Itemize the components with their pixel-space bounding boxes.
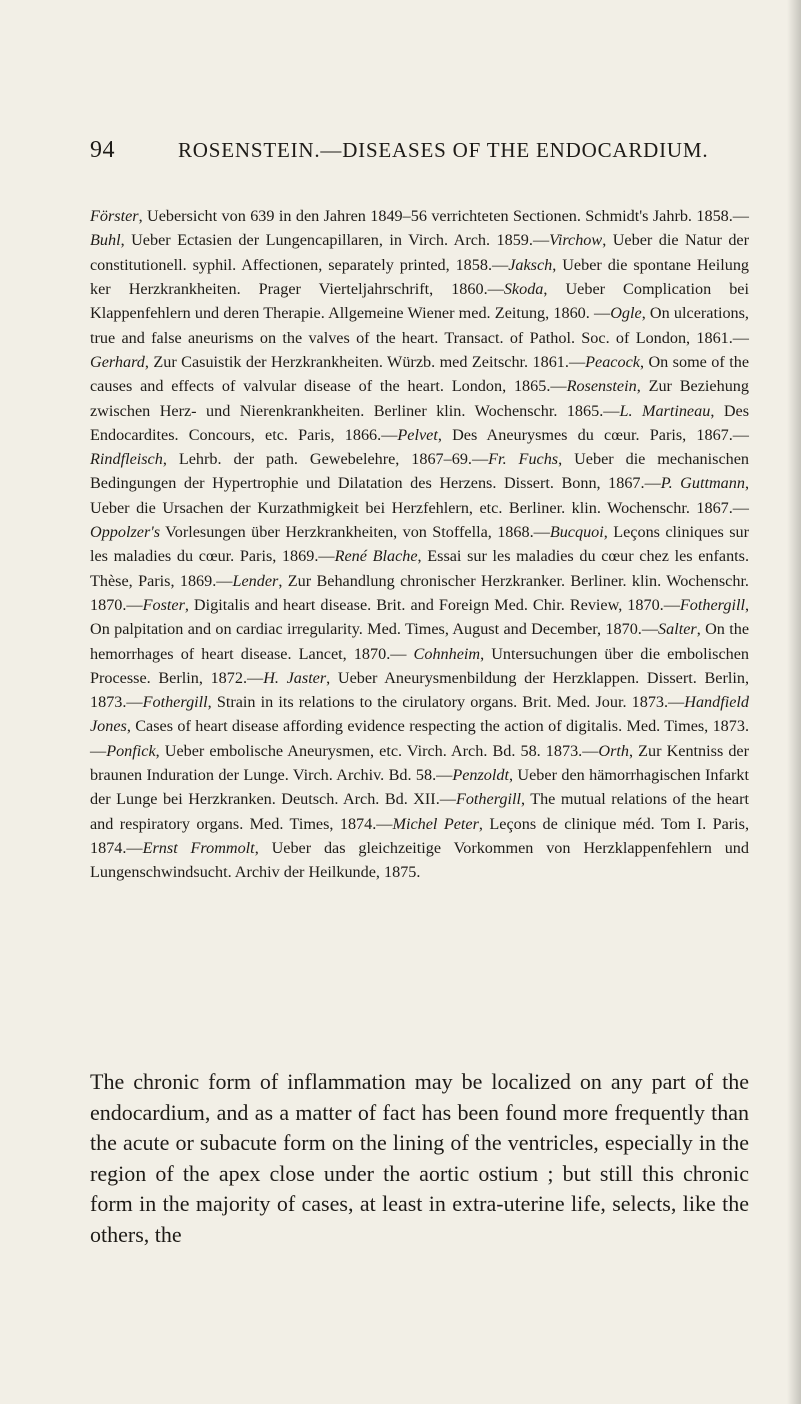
reference-citation: , Zur Kentniss der braunen Induration der Lunge. Virch. Archiv. Bd. 58.— <box>90 741 749 785</box>
reference-citation: , The mutual relations of the heart and respiratory organs. Med. Times, 1874.— <box>90 790 749 833</box>
reference-citation: , On the hemorrhages of heart disease. Lancet, 1870.— <box>90 620 749 663</box>
reference-citation: , Zur Casuistik der Herzkrankheiten. Würzb. med Zeitschr. 1861.— <box>144 352 586 371</box>
reference-citation: , Des Aneurysmes du cœur. Paris, 1867.— <box>437 425 749 444</box>
body-paragraph: The chronic form of inflammation may be localized on any part of the endocardium, and as a matter of fact has been found more frequently than the acute or subacute form on the lining of the ventricles, especially in the region of the apex close under the aortic ostium ; but still this chronic form in the majority of cases, at least in extra-uterine life, selects, like the others, the <box>90 1069 749 1247</box>
reference-author: René Blache <box>334 547 418 566</box>
reference-author: Orth <box>598 741 629 760</box>
reference-author: P. Guttmann <box>660 474 745 493</box>
reference-author: Virchow <box>549 231 603 250</box>
reference-author: Skoda <box>503 280 544 299</box>
reference-author: Jaksch <box>508 255 553 274</box>
reference-citation: , Untersuchungen über die embolischen Processe. Berlin, 1872.— <box>90 644 749 687</box>
reference-author: Buhl <box>90 231 121 250</box>
reference-author: Oppolzer's <box>90 523 161 542</box>
reference-citation: , Leçons de clinique méd. Tom I. Paris, 1874.— <box>90 814 749 857</box>
reference-author: Fothergill <box>679 595 745 614</box>
reference-author: Rindfleisch <box>90 450 163 469</box>
reference-citation: , Cases of heart disease affording evidence respecting the action of digitalis. Med. Times, 1873.— <box>90 717 749 760</box>
reference-citation: , Ueber das gleichzeitige Vorkommen von Herzklappenfehlern und Lungenschwindsucht. Archiv der Heilkunde, 1875. <box>90 838 749 882</box>
reference-citation: , Leçons cliniques sur les maladies du cœur. Paris, 1869.— <box>90 523 749 566</box>
reference-citation: , Ueber Ectasien der Lungencapillaren, in Virch. Arch. 1859.— <box>120 231 550 250</box>
reference-author: Michel Peter <box>392 814 479 833</box>
reference-citation: , Ueber die spontane Heilung ker Herzkrankheiten. Prager Vierteljahrschrift, 1860.— <box>90 255 750 299</box>
reference-author: Förster <box>90 207 139 226</box>
reference-citation: , Strain in its relations to the cirulatory organs. Brit. Med. Jour. 1873.— <box>207 693 685 712</box>
reference-citation: , Des Endocardites. Concours, etc. Paris, 1866.— <box>90 401 749 444</box>
reference-citation: , Ueber die Ursachen der Kurzathmigkeit bei Herzfehlern, etc. Berliner. klin. Wochenschr. 1867.— <box>90 474 749 517</box>
bibliography-paragraph <box>90 204 749 884</box>
reference-author: Ernst Frommolt <box>142 838 255 857</box>
reference-author: Rosenstein <box>566 377 637 396</box>
reference-author: Fr. Fuchs <box>488 450 559 469</box>
reference-author: Ogle <box>610 304 642 323</box>
running-head <box>90 137 740 167</box>
reference-citation: , Ueber embolische Aneurysmen, etc. Virch. Arch. Bd. 58. 1873.— <box>155 741 599 760</box>
reference-citation: , On ulcerations, true and false aneurisms on the valves of the heart. Transact. of Pathol. Soc. of London, 1861.— <box>90 304 749 347</box>
reference-author: Bucquoi <box>549 523 604 542</box>
reference-author: Penzoldt <box>452 766 509 785</box>
reference-citation: , Ueber die Natur der constitutionell. syphil. Affectionen, separately printed, 1858.— <box>90 231 749 274</box>
reference-citation: , Uebersicht von 639 in den Jahren 1849–56 verrichteten Sectionen. Schmidt's Jahrb. 1858.— <box>138 207 749 226</box>
reference-citation: Vorlesungen über Herzkrankheiten, von Stoffella, 1868.— <box>160 523 550 542</box>
reference-author: H. Jaster <box>263 668 327 687</box>
reference-citation: , Essai sur les maladies du cœur chez les enfants. Thèse, Paris, 1869.— <box>90 547 750 590</box>
reference-citation: , Ueber Aneurysmenbildung der Herzklappen. Dissert. Berlin, 1873.— <box>90 668 749 712</box>
reference-author: Fothergill <box>142 693 208 712</box>
running-head-title: ROSENSTEIN.—DISEASES OF THE ENDOCARDIUM. <box>178 138 709 162</box>
reference-author: Fothergill <box>455 790 521 809</box>
reference-citation: , Digitalis and heart disease. Brit. and Foreign Med. Chir. Review, 1870.— <box>184 595 680 614</box>
reference-citation: , Zur Beziehung zwischen Herz- und Nierenkrankheiten. Berliner klin. Wochenschr. 1865.— <box>90 377 749 420</box>
reference-citation: , Ueber die mechanischen Bedingungen der Hypertrophie und Dilatation des Herzens. Dissert. Bonn, 1867.— <box>90 450 749 493</box>
reference-author: Gerhard <box>90 352 145 371</box>
reference-citation: , Lehrb. der path. Gewebelehre, 1867–69.— <box>162 450 489 469</box>
reference-citation: , Ueber den hämorrhagischen Infarkt der Lunge bei Herzkranken. Deutsch. Arch. Bd. XII.— <box>90 766 749 809</box>
reference-author: Handfield Jones <box>90 693 749 736</box>
reference-citation: , On some of the causes and effects of valvular disease of the heart. London, 1865.— <box>90 352 749 396</box>
reference-author: Cohnheim <box>413 644 481 663</box>
reference-author: Ponfick <box>106 741 156 760</box>
page-edge-shadow <box>787 0 801 1404</box>
reference-citation: , On palpitation and on cardiac irregularity. Med. Times, August and December, 1870.— <box>90 595 749 639</box>
reference-author: Salter <box>658 620 697 639</box>
reference-author: Pelvet <box>397 425 438 444</box>
reference-author: Foster <box>142 595 185 614</box>
reference-citation: , Zur Behandlung chronischer Herzkranker. Berliner. klin. Wochenschr. 1870.— <box>90 571 749 614</box>
reference-author: L. Martineau <box>619 401 711 420</box>
reference-citation: , Ueber Complication bei Klappenfehlern und deren Therapie. Allgemeine Wiener med. Zeitung, 1860. — <box>90 280 749 323</box>
reference-author: Peacock <box>585 352 640 371</box>
reference-author: Lender <box>232 571 279 590</box>
page-number: 94 <box>90 137 115 163</box>
